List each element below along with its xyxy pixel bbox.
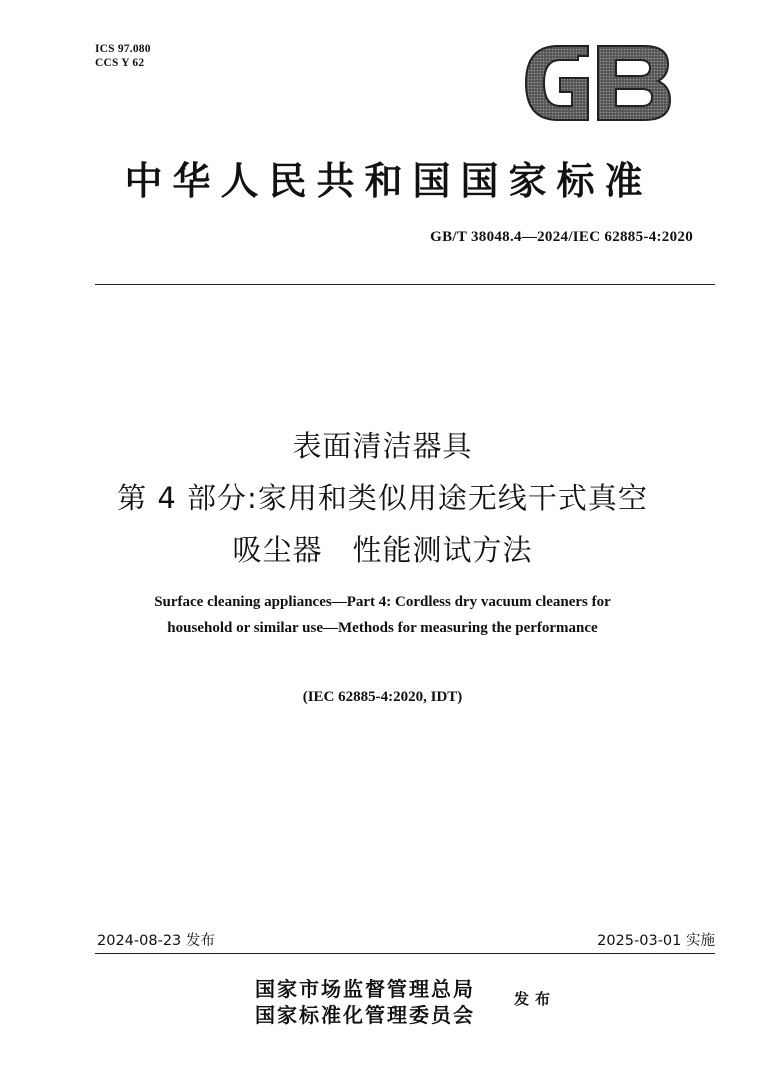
classification-codes xyxy=(95,42,151,70)
bottom-divider xyxy=(95,953,715,954)
publish-date: 2024-08-23 发布 xyxy=(97,933,215,949)
title-cn-line1: 表面清洁器具 xyxy=(292,429,473,463)
top-divider xyxy=(95,284,715,285)
issuer-sac: 国家标准化管理委员会 xyxy=(255,1003,475,1027)
issue-label: 发布 xyxy=(514,990,557,1008)
title-en-line2: household or similar use—Methods for measuring the performance xyxy=(167,620,598,636)
ccs-code: CCS Y 62 xyxy=(95,57,145,69)
title-cn-line2: 第 4 部分:家用和类似用途无线干式真空 xyxy=(117,481,648,515)
ics-code: ICS 97.080 xyxy=(95,43,151,55)
title-en-line1: Surface cleaning appliances—Part 4: Cordless dry vacuum cleaners for xyxy=(154,594,611,610)
effective-date: 2025-03-01 实施 xyxy=(597,933,715,949)
gb-logo-icon xyxy=(518,42,676,124)
equivalence-note: (IEC 62885-4:2020, IDT) xyxy=(302,689,463,705)
standard-number: GB/T 38048.4—2024/IEC 62885-4:2020 xyxy=(430,229,693,245)
issuer-samr: 国家市场监督管理总局 xyxy=(255,977,475,1001)
national-standard-title: 中华人民共和国国家标准 xyxy=(124,158,653,203)
title-cn-line3: 吸尘器 性能测试方法 xyxy=(232,533,533,567)
